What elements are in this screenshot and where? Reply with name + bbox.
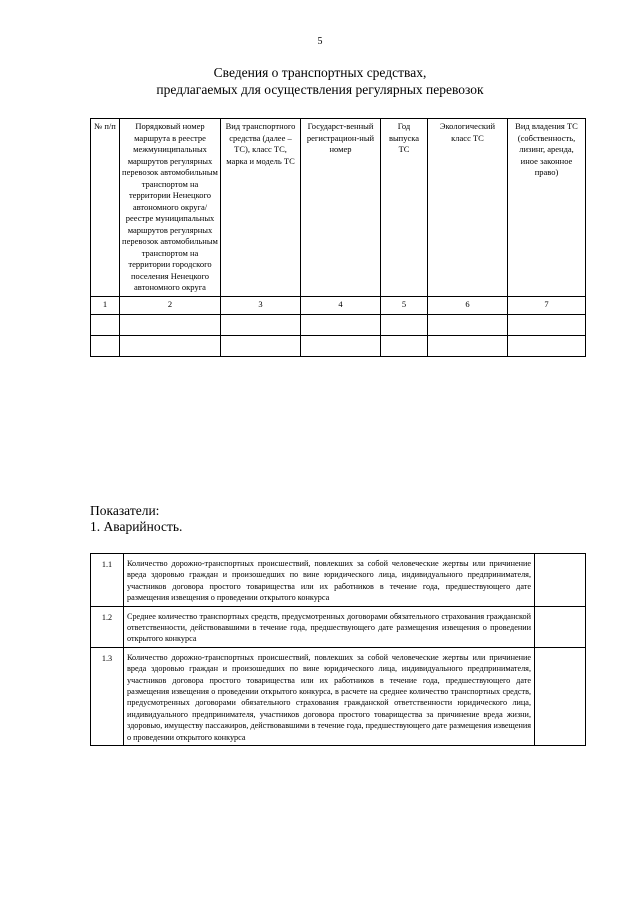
indicator-index: 1.3 <box>91 647 124 745</box>
table-row <box>91 335 586 356</box>
empty-cell[interactable] <box>508 335 586 356</box>
page-number: 5 <box>317 36 323 47</box>
indicator-text: Количество дорожно-транспортных происшествий, повлекших за собой человеческие жертвы или причинение вреда здоровью граждан и произошедших по вине юридического лица, индивидуального предпринимателя, участников договора простого товарищества или их работников в течение года, предшествующего дате размещения извещения о проведении открытого конкурса, в расчете на среднее количество транспортных средств, предусмотренных договорами обязательного страхования гражданской ответственности юридического лица, индивидуального предпринимателя, участников договора простого товарищества за причинение вреда жизни, здоровью, имуществу пассажиров, действовавшими в течение года, предшествующего дате размещения извещения о проведении открытого конкурса <box>124 647 535 745</box>
indicator-text: Количество дорожно-транспортных происшествий, повлекших за собой человеческие жертвы или причинение вреда здоровью граждан и произошедших по вине юридического лица, индивидуального предпринимателя, участников договора простого товарищества или их работников в течение года, предшествующего дате размещения извещения о проведении открытого конкурса <box>124 554 535 607</box>
indicator-index: 1.2 <box>91 606 124 647</box>
empty-cell[interactable] <box>120 335 221 356</box>
table-row <box>91 314 586 335</box>
indicator-row <box>91 606 586 647</box>
column-numbers-row <box>91 296 586 314</box>
empty-cell[interactable] <box>381 335 428 356</box>
header-year: Год выпуска ТС <box>381 119 428 297</box>
column-number: 5 <box>381 296 428 314</box>
indicators-table <box>90 553 586 746</box>
header-vehicle-type: Вид транспортного средства (далее – ТС), класс ТС, марка и модель ТС <box>221 119 301 297</box>
header-number: № п/п <box>91 119 120 297</box>
column-number: 1 <box>91 296 120 314</box>
empty-cell[interactable] <box>301 335 381 356</box>
header-ownership: Вид владения ТС (собственность, лизинг, аренда, иное законное право) <box>508 119 586 297</box>
empty-cell[interactable] <box>428 314 508 335</box>
title-line-2: предлагаемых для осуществления регулярных перевозок <box>156 82 484 97</box>
empty-cell[interactable] <box>221 314 301 335</box>
indicator-value[interactable] <box>535 606 586 647</box>
indicator-row <box>91 647 586 745</box>
header-eco-class: Экологический класс ТС <box>428 119 508 297</box>
indicator-value[interactable] <box>535 554 586 607</box>
column-number: 2 <box>120 296 221 314</box>
table-header-row <box>91 119 586 297</box>
header-registration-number: Государст-венный регистрацион-ный номер <box>301 119 381 297</box>
header-route-number: Порядковый номер маршрута в реестре межмуниципальных маршрутов регулярных перевозок автомобильным транспортом на территории Ненецкого автономного округа/реестре муниципальных маршрутов регулярных перевозок автомобильным транспортом на территории городского поселения Ненецкого автономного округа <box>120 119 221 297</box>
indicators-heading: Показатели: <box>90 503 160 518</box>
empty-cell[interactable] <box>381 314 428 335</box>
empty-cell[interactable] <box>301 314 381 335</box>
empty-cell[interactable] <box>508 314 586 335</box>
empty-cell[interactable] <box>428 335 508 356</box>
indicator-text: Среднее количество транспортных средств, предусмотренных договорами обязательного страхования гражданской ответственности, действовавшими в течение года, предшествующего дате размещения извещения о проведении открытого конкурса <box>124 606 535 647</box>
indicator-index: 1.1 <box>91 554 124 607</box>
empty-cell[interactable] <box>221 335 301 356</box>
page-title <box>0 64 640 98</box>
empty-cell[interactable] <box>91 335 120 356</box>
column-number: 4 <box>301 296 381 314</box>
indicator-value[interactable] <box>535 647 586 745</box>
title-line-1: Сведения о транспортных средствах, <box>213 65 427 80</box>
vehicles-table <box>90 118 586 357</box>
empty-cell[interactable] <box>120 314 221 335</box>
indicators-section-title: 1. Аварийность. <box>90 519 183 534</box>
column-number: 3 <box>221 296 301 314</box>
column-number: 7 <box>508 296 586 314</box>
empty-cell[interactable] <box>91 314 120 335</box>
indicator-row <box>91 554 586 607</box>
column-number: 6 <box>428 296 508 314</box>
